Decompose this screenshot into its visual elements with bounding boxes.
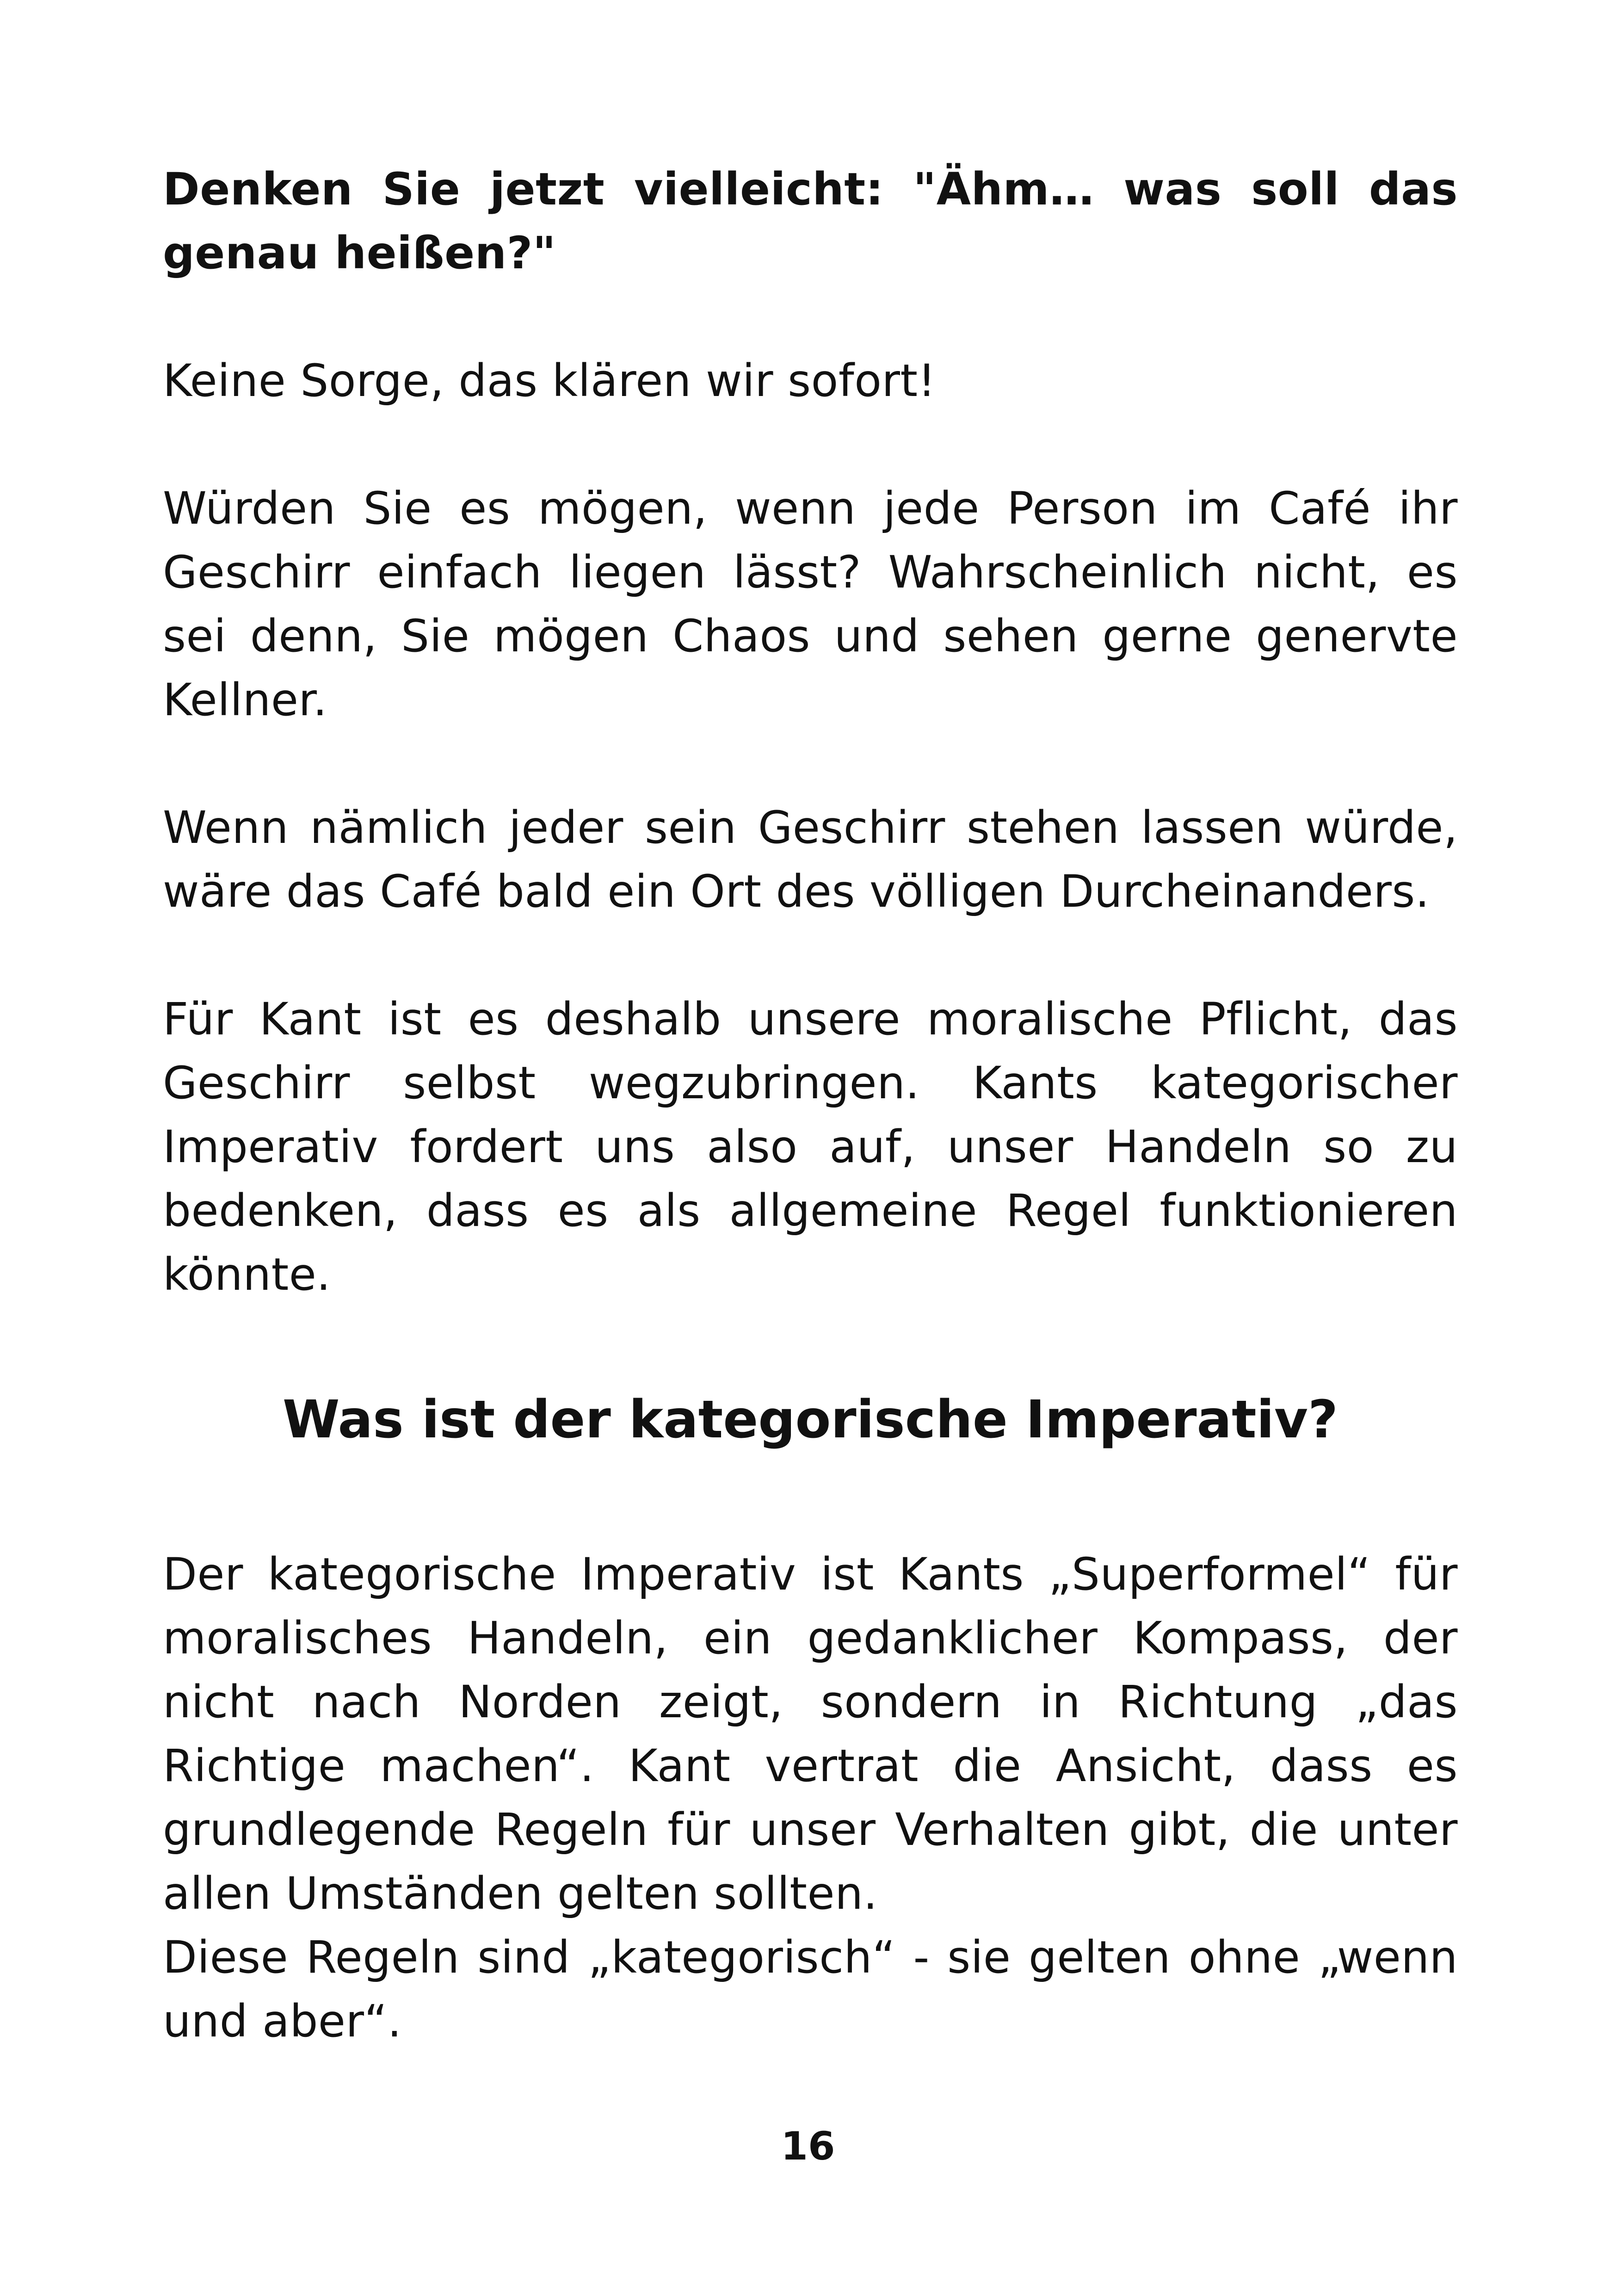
paragraph-cafe-question: Würden Sie es mögen, wenn jede Person im Café ihr Geschirr einfach liegen lässt? Wahrscheinlich nicht, es sei denn, Sie mögen Chaos und sehen gerne genervte Kellner. [163,483,1458,726]
spacer [163,1454,1458,1542]
paragraph-kant-duty: Für Kant ist es deshalb unsere moralische Pflicht, das Geschirr selbst wegzubringen. Kants kategorischer Imperativ fordert uns also auf, unser Handeln so zu bedenken, dass es als allgemeine Regel funktionieren könnte. [163,993,1458,1300]
paragraph-definition: Der kategorische Imperativ ist Kants „Superformel“ für moralisches Handeln, ein gedanklicher Kompass, der nicht nach Norden zeigt, sondern in Richtung „das Richtige machen“. Kant vertrat die Ansicht, dass es grundlegende Regeln für unser Verhalten gibt, die unter allen Umständen gelten sollten. [163,1548,1458,1919]
spacer [163,285,1458,349]
spacer [163,413,1458,477]
spacer [163,732,1458,796]
spacer [163,923,1458,987]
paragraph-reassurance: Keine Sorge, das klären wir sofort! [163,355,936,407]
spacer [163,1306,1458,1385]
paragraph-categorical: Diese Regeln sind „kategorisch“ - sie gelten ohne „wenn und aber“. [163,1931,1458,2047]
section-heading: Was ist der kategorische Imperativ? [283,1390,1338,1450]
paragraph-chaos: Wenn nämlich jeder sein Geschirr stehen lassen würde, wäre das Café bald ein Ort des völligen Durcheinanders. [163,802,1458,917]
page-content [163,157,1458,2053]
page-number: 16 [781,2123,835,2169]
intro-question: Denken Sie jetzt vielleicht: "Ähm… was soll das genau heißen?" [163,163,1458,279]
